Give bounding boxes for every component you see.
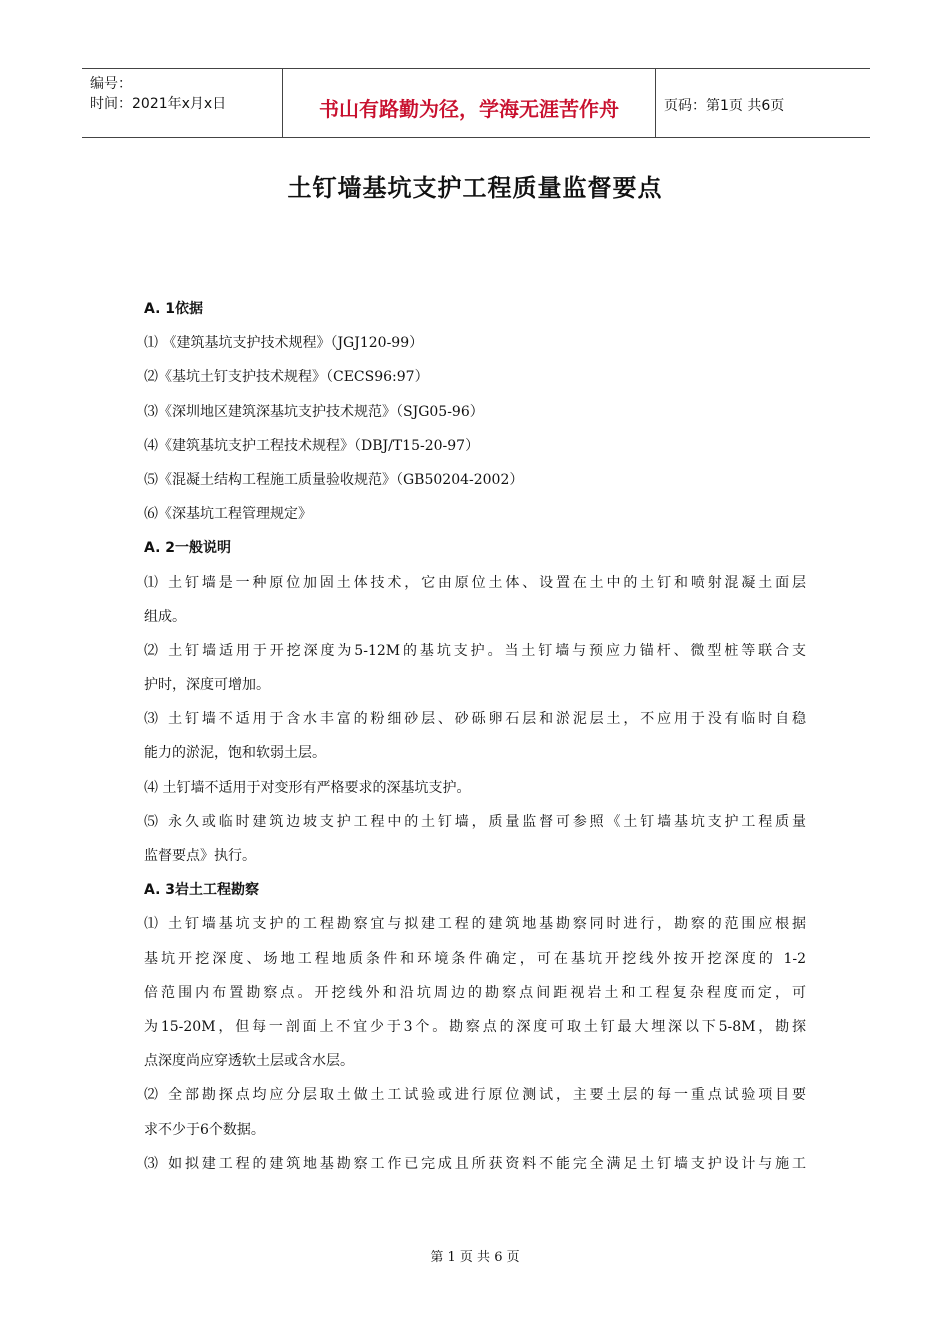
body-line: 监督要点》执行。 bbox=[144, 848, 256, 864]
section-heading: A. 2一般说明 bbox=[144, 540, 232, 557]
page-footer: 第 1 页 共 6 页 bbox=[430, 1250, 520, 1265]
document-body bbox=[144, 292, 806, 1181]
header-page-cell bbox=[656, 69, 870, 137]
document-title: 土钉墙基坑支护工程质量监督要点 bbox=[287, 174, 663, 202]
body-line: ⑶ 如拟建工程的建筑地基勘察工作已完成且所获资料不能完全满足土钉墙支护设计与施工 bbox=[144, 1155, 806, 1172]
body-line: 倍范围内布置勘察点。开挖线外和沿坑周边的勘察点间距视岩土和工程复杂程度而定，可 bbox=[144, 984, 806, 1001]
body-line: ⑵ 全部勘探点均应分层取土做土工试验或进行原位测试，主要土层的每一重点试验项目要 bbox=[144, 1087, 806, 1104]
body-line: 点深度尚应穿透软土层或含水层。 bbox=[144, 1053, 354, 1070]
document-date-label: 时间：2021年x月x日 bbox=[90, 96, 227, 112]
body-line: ⑴ 《建筑基坑支护技术规程》（JGJ120-99） bbox=[144, 335, 424, 352]
body-line: ⑵ 土钉墙适用于开挖深度为5-12M的基坑支护。当土钉墙与预应力锚杆、微型桩等联合支 bbox=[144, 642, 806, 659]
body-line: 为15-20M，但每一剖面上不宜少于3个。勘察点的深度可取土钉最大埋深以下5-8M，勘探 bbox=[144, 1018, 806, 1035]
section-heading: A. 1依据 bbox=[144, 301, 204, 317]
document-number-label: 编号： bbox=[90, 76, 132, 92]
body-line: 能力的淤泥，饱和软弱土层。 bbox=[144, 745, 326, 762]
body-line: 护时，深度可增加。 bbox=[144, 677, 270, 694]
motto-text: 书山有路勤为径，学海无涯苦作舟 bbox=[319, 97, 619, 121]
page-number-label: 页码：第1页 共6页 bbox=[664, 98, 785, 114]
body-line: ⑷《建筑基坑支护工程技术规程》（DBJ/T15-20-97） bbox=[144, 437, 480, 454]
section-heading: A. 3岩土工程勘察 bbox=[144, 882, 260, 899]
header-table bbox=[82, 68, 870, 138]
body-line: 求不少于6个数据。 bbox=[144, 1121, 265, 1138]
body-line: ⑹《深基坑工程管理规定》 bbox=[144, 506, 312, 523]
body-line: ⑶《深圳地区建筑深基坑支护技术规范》（SJG05-96） bbox=[144, 403, 484, 420]
header-info-cell bbox=[82, 69, 282, 137]
body-line: ⑴ 土钉墙基坑支护的工程勘察宜与拟建工程的建筑地基勘察同时进行，勘察的范围应根据 bbox=[144, 916, 806, 933]
body-line: ⑵《基坑土钉支护技术规程》（CECS96:97） bbox=[144, 369, 429, 386]
body-line: ⑶ 土钉墙不适用于含水丰富的粉细砂层、砂砾卵石层和淤泥层土，不应用于没有临时自稳 bbox=[144, 711, 806, 728]
body-line: ⑸ 永久或临时建筑边坡支护工程中的土钉墙，质量监督可参照《土钉墙基坑支护工程质量 bbox=[144, 813, 806, 830]
body-line: 基坑开挖深度、场地工程地质条件和环境条件确定，可在基坑开挖线外按开挖深度的 1-2 bbox=[144, 950, 806, 967]
body-line: 组成。 bbox=[144, 608, 186, 625]
body-line: ⑸《混凝土结构工程施工质量验收规范》（GB50204-2002） bbox=[144, 471, 524, 488]
header-motto-cell bbox=[282, 69, 656, 137]
body-line: ⑷ 土钉墙不适用于对变形有严格要求的深基坑支护。 bbox=[144, 779, 471, 796]
body-line: ⑴ 土钉墙是一种原位加固土体技术，它由原位土体、设置在土中的土钉和喷射混凝土面层 bbox=[144, 574, 806, 591]
